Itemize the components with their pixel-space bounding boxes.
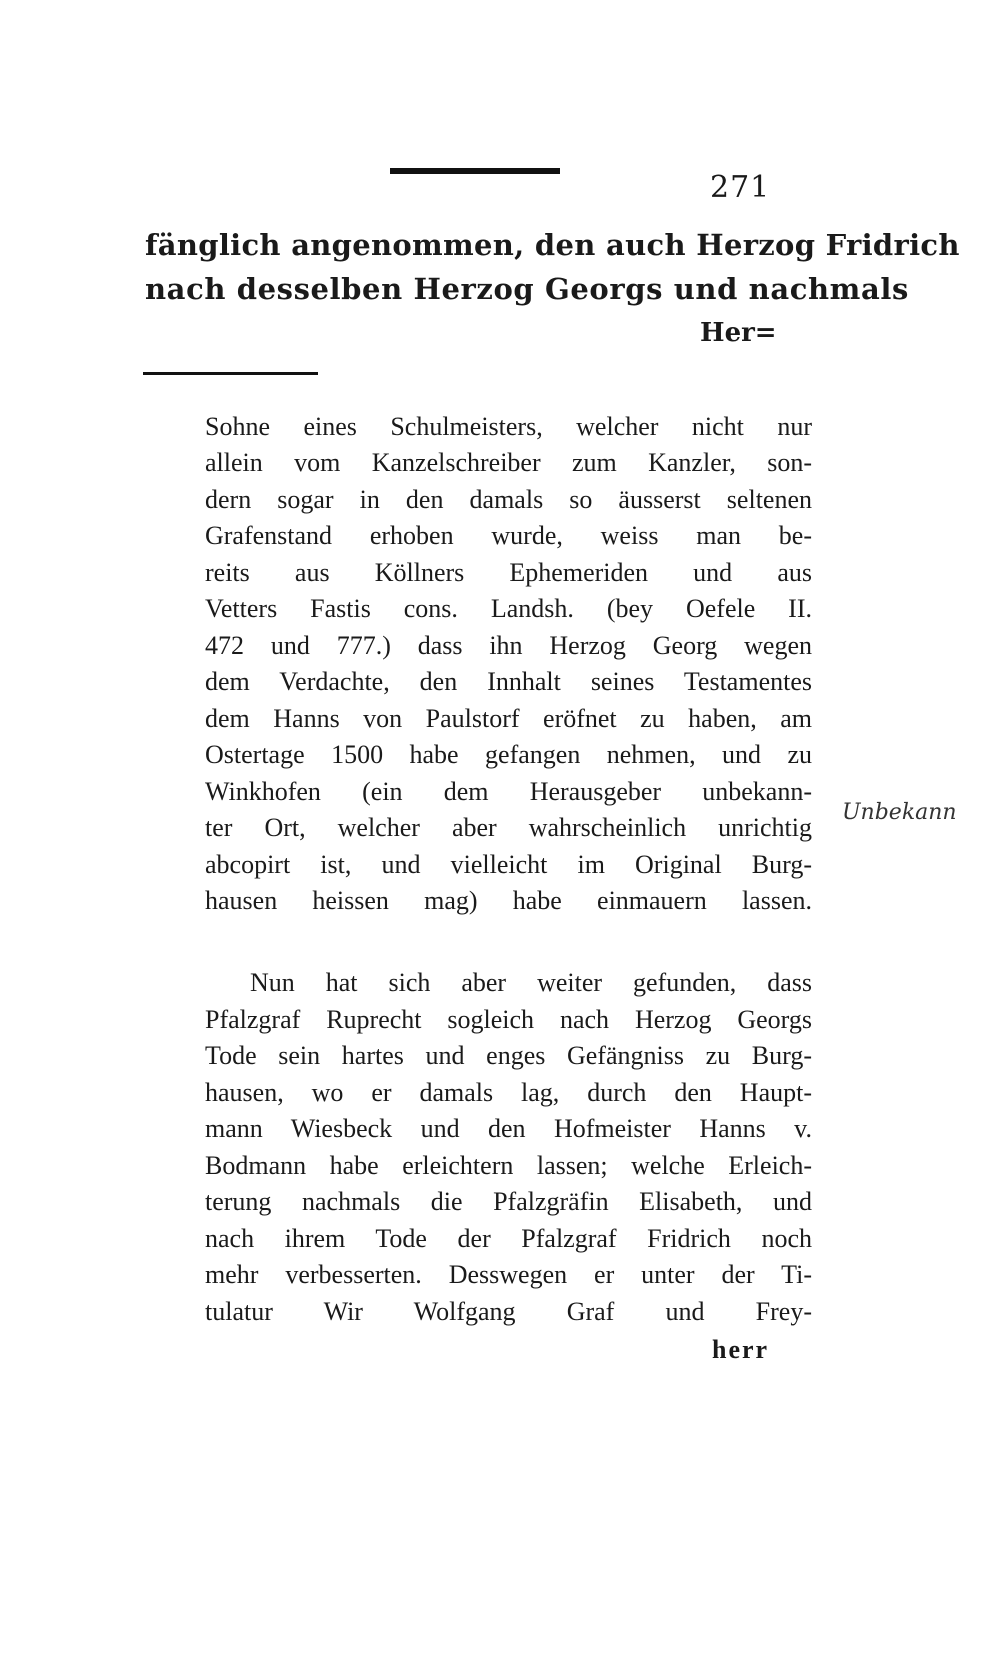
paragraph-line-1: Nun hat sich aber weiter gefunden, dass: [250, 968, 812, 997]
page-number: 271: [710, 170, 771, 205]
paragraph-line-7: terung nachmals die Pfalzgräfin Elisabeth, und: [205, 1187, 812, 1216]
catchword: herr: [712, 1335, 770, 1364]
footnote-line-1: Sohne eines Schulmeisters, welcher nicht nur: [205, 412, 812, 441]
fraktur-line-2: nach desselben Herzog Georgs und nachmals: [145, 272, 909, 306]
footnote-line-11: Winkhofen (ein dem Herausgeber unbekann-: [205, 777, 812, 806]
footnote-line-10: Ostertage 1500 habe gefangen nehmen, und zu: [205, 740, 812, 769]
footnote-line-4: Grafenstand erhoben wurde, weiss man be-: [205, 521, 812, 550]
footnote-line-14: hausen heissen mag) habe einmauern lassen.: [205, 886, 812, 915]
paragraph-line-3: Tode sein hartes und enges Gefängniss zu Burg-: [205, 1041, 812, 1070]
footnote-line-12: ter Ort, welcher aber wahrscheinlich unrichtig: [205, 813, 812, 842]
footnote-line-6: Vetters Fastis cons. Landsh. (bey Oefele II.: [205, 594, 812, 623]
footnote-line-3: dern sogar in den damals so äusserst seltenen: [205, 485, 812, 514]
margin-note: Unbekann: [842, 800, 957, 825]
fraktur-line-1: fänglich angenommen, den auch Herzog Fridrich: [145, 228, 960, 262]
footnote-line-8: dem Verdachte, den Innhalt seines Testamentes: [205, 667, 812, 696]
paragraph-line-4: hausen, wo er damals lag, durch den Haupt-: [205, 1078, 812, 1107]
paragraph-line-10: tulatur Wir Wolfgang Graf und Frey-: [205, 1297, 812, 1326]
footnote-line-13: abcopirt ist, und vielleicht im Original Burg-: [205, 850, 812, 879]
paragraph-line-2: Pfalzgraf Ruprecht sogleich nach Herzog Georgs: [205, 1005, 812, 1034]
top-rule: [390, 168, 560, 174]
footnote-line-2: allein vom Kanzelschreiber zum Kanzler, son-: [205, 448, 812, 477]
footnote-rule: [143, 372, 318, 375]
paragraph-line-9: mehr verbesserten. Desswegen er unter der Ti-: [205, 1260, 812, 1289]
footnote-line-7: 472 und 777.) dass ihn Herzog Georg wegen: [205, 631, 812, 660]
paragraph-line-6: Bodmann habe erleichtern lassen; welche Erleich-: [205, 1151, 812, 1180]
footnote-line-9: dem Hanns von Paulstorf eröfnet zu haben, am: [205, 704, 812, 733]
footnote-line-5: reits aus Köllners Ephemeriden und aus: [205, 558, 812, 587]
fraktur-catchword: Her=: [700, 318, 777, 348]
paragraph-line-8: nach ihrem Tode der Pfalzgraf Fridrich noch: [205, 1224, 812, 1253]
paragraph-line-5: mann Wiesbeck und den Hofmeister Hanns v.: [205, 1114, 812, 1143]
